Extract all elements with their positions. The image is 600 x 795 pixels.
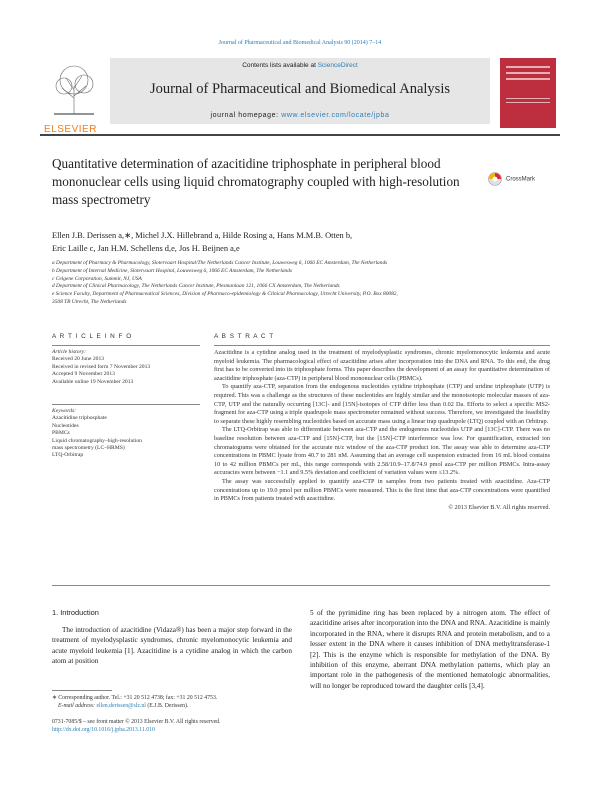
homepage-prefix: journal homepage: [210, 112, 282, 119]
keyword-item: LTQ-Orbitrap [52, 452, 84, 459]
footnote-rule [52, 690, 112, 691]
crossmark-badge[interactable] [488, 170, 558, 190]
abstract-heading: A B S T R A C T [214, 333, 275, 340]
keyword-item: Liquid chromatography–high-resolution [52, 437, 142, 444]
contents-line [110, 62, 490, 69]
copyright: © 2013 Elsevier B.V. All rights reserved. [448, 503, 550, 511]
section-heading-introduction: 1. Introduction [52, 608, 99, 617]
keywords [52, 408, 200, 460]
keywords-label: Keywords: [52, 408, 77, 415]
journal-cover-thumbnail [500, 58, 556, 128]
intro-paragraph-left: The introduction of azacitidine (Vidaza®) has been a major step forward in the treatment of myelodysplastic syndromes, chronic myelomonocytic leukemia and acute myeloid leukemia [1]. Azacitidine is a cytidine analog in which the carbon atom at position [52, 626, 292, 666]
affiliation-e: e Science Faculty, Department of Pharmaceutical Sciences, Division of Pharmaco-epidemiology & Clinical Pharmacology, Utrecht University, P.O. Box 80082, [52, 291, 398, 298]
email-label: E-mail address: [58, 703, 97, 709]
keyword-item: mass spectrometry (LC–HRMS) [52, 445, 125, 452]
running-head: Journal of Pharmaceutical and Biomedical Analysis 90 (2014) 7–14 [218, 40, 382, 46]
abstract-paragraph-1: Azacitidine is a cytidine analog used in the treatment of myelodysplastic syndromes, chronic myelomonocytic leukemia and acute myeloid leukemia. The pharmacological effect of azacitidine arises after incorporation into the DNA and RNA. To this end, the drug first has to be converted into its triphosphate forms. This paper describes the development of an assay for quantitative determination of azacitidine triphosphate (aza-CTP) in peripheral blood mononuclear cells (PBMCs). [214, 349, 550, 382]
abstract [214, 333, 550, 512]
corresponding-author: ∗ Corresponding author. Tel.: +31 20 512 4738; fax: +31 20 512 4753. [52, 695, 218, 701]
crossmark-label: CrossMark [506, 176, 536, 183]
footnote [52, 694, 302, 710]
abstract-paragraph-3: The LTQ-Orbitrap was able to differentiate between aza-CTP and the endogenous nucleotides UTP and [13C]-CTP. There was no baseline resolution between aza-CTP and [15N]-CTP, but the [15N]-CTP interference was low. For quantification, extracted ion chromatograms were obtained for the accurate m/z window of the aza-CTP product ion. The assay was able to determine aza-CTP concentrations in PBMC lysate from 40.7 to 281 nM. Assuming that an average cell suspension extracted from 16 mL blood contains 10 to 42 million PBMCs per mL, this range corresponds with 2.58/10.9–17.8/74.9 pmol aza-CTP per million PBMCs. Intra-assay accuracies were between −1.1 and 9.5% deviation and coefficient of variation values were ≤13.2%. [214, 426, 550, 477]
publisher-name: ELSEVIER [44, 124, 97, 135]
keywords-rule [52, 404, 200, 405]
article-history [52, 349, 200, 386]
elsevier-tree-icon [44, 58, 104, 118]
abstract-bottom-rule [52, 585, 550, 586]
history-received: Received 20 June 2013 [52, 356, 105, 363]
authors-line-1: Ellen J.B. Derissen a,∗, Michel J.X. Hillebrand a, Hilde Rosing a, Hans M.M.B. Otten b, [52, 231, 353, 240]
history-revised: Received in revised form 7 November 2013 [52, 363, 151, 370]
front-matter [52, 718, 352, 734]
header-bottom-rule [40, 134, 560, 136]
history-label: Article history: [52, 349, 87, 355]
doi-link[interactable]: http://dx.doi.org/10.1016/j.jpba.2013.11.010 [52, 727, 155, 733]
affiliation-e-cont: 3508 TB Utrecht, The Netherlands [52, 298, 127, 305]
email-link[interactable]: ellen.derissen@slz.nl [96, 703, 146, 709]
affiliations [52, 260, 552, 307]
abstract-paragraph-4: The assay was successfully applied to quantify aza-CTP in samples from two patients treated with azacitidine. Aza-CTP concentrations up to 19.0 pmol per million PBMCs were measured. This is the first time that aza-CTP concentrations were quantified in PBMCs from patients treated with azacitidine. [214, 477, 550, 503]
abstract-rule [214, 345, 550, 346]
article-info-rule [52, 345, 200, 346]
affiliation-a: a Department of Pharmacy & Pharmacology, Slotervaart Hospital/The Netherlands Cancer Institute, Louwesweg 6, 1066 EC Amsterdam, The Netherlands [52, 260, 388, 266]
article-info [52, 333, 200, 460]
issn-line: 0731-7085/$ – see front matter © 2013 Elsevier B.V. All rights reserved. [52, 719, 221, 725]
article-title: Quantitative determination of azacitidine triphosphate in peripheral blood mononuclear cells using liquid chromatography coupled with high-resolution mass spectrometry [52, 156, 460, 207]
abstract-paragraph-2: To quantify aza-CTP, separation from the endogenous nucleotides cytidine triphosphate (CTP) and uridine triphosphate (UTP) is required. This was a challenge as the structures of these nucleotides are highly similar and the monoisotopic molecular masses of aza-CTP, UTP and the naturally occurring [13C]- and [15N]-isotopes of CTP differ less than 0.02 Da. Efforts to select a specific MS2-fragment for aza-CTP using a triple quadrupole mass spectrometer remained without success. Therefore, we investigated the feasibility to separate these highly resembling nucleotides based on accurate mass using a linear trap quadrupole (LTQ) coupled with an Orbitrap. [214, 383, 550, 425]
contents-prefix: Contents lists available at [242, 62, 318, 69]
homepage-line [110, 112, 490, 119]
journal-title: Journal of Pharmaceutical and Biomedical Analysis [150, 81, 450, 97]
affiliation-d: d Department of Clinical Pharmacology, The Netherlands Cancer Institute, Plesmanlaan 121, 1066 CX Amsterdam, The Netherlands [52, 283, 340, 290]
affiliation-b: b Department of Internal Medicine, Slotervaart Hospital, Louwesweg 6, 1066 EC Amsterdam, The Netherlands [52, 267, 293, 274]
crossmark-icon [488, 172, 502, 186]
journal-header-band [110, 58, 490, 124]
author-list [52, 229, 552, 255]
sciencedirect-link[interactable]: ScienceDirect [317, 62, 358, 69]
elsevier-logo [44, 58, 104, 135]
authors-line-2: Eric Laille c, Jan H.M. Schellens d,e, Jos H. Beijnen a,e [52, 244, 240, 253]
affiliation-c: c Celgene Corporation, Summit, NJ, USA [52, 275, 142, 282]
history-online: Available online 19 November 2013 [52, 378, 134, 385]
email-suffix: (E.J.B. Derissen). [145, 703, 189, 709]
keyword-item: PBMCs [52, 430, 70, 437]
intro-left-column [52, 608, 292, 667]
intro-paragraph-right: 5 of the pyrimidine ring has been replaced by a nitrogen atom. The effect of azacitidine arises after incorporation into the DNA and RNA. Azacitidine is mainly incorporated in the RNA, where it disrupts RNA and protein metabolism, and to a lesser extent in the DNA where it causes inhibition of DNA methyltransferase-1 [2]. This is the enzyme which is responsible for methylation of the DNA. By inhibition of this enzyme, aberrant DNA methylation patterns, which play an important role in the pathogenesis of the mentioned hematologic abnormalities, will no longer be reproduced toward the daughter cells [3,4]. [310, 609, 550, 690]
homepage-link[interactable]: www.elsevier.com/locate/jpba [281, 112, 390, 119]
keyword-item: Nucleotides [52, 422, 79, 429]
email-line [52, 702, 302, 710]
article-info-heading: A R T I C L E I N F O [52, 333, 133, 340]
intro-right-column [310, 608, 550, 691]
keyword-item: Azacitidine triphosphate [52, 415, 107, 422]
history-accepted: Accepted 9 November 2013 [52, 371, 115, 378]
